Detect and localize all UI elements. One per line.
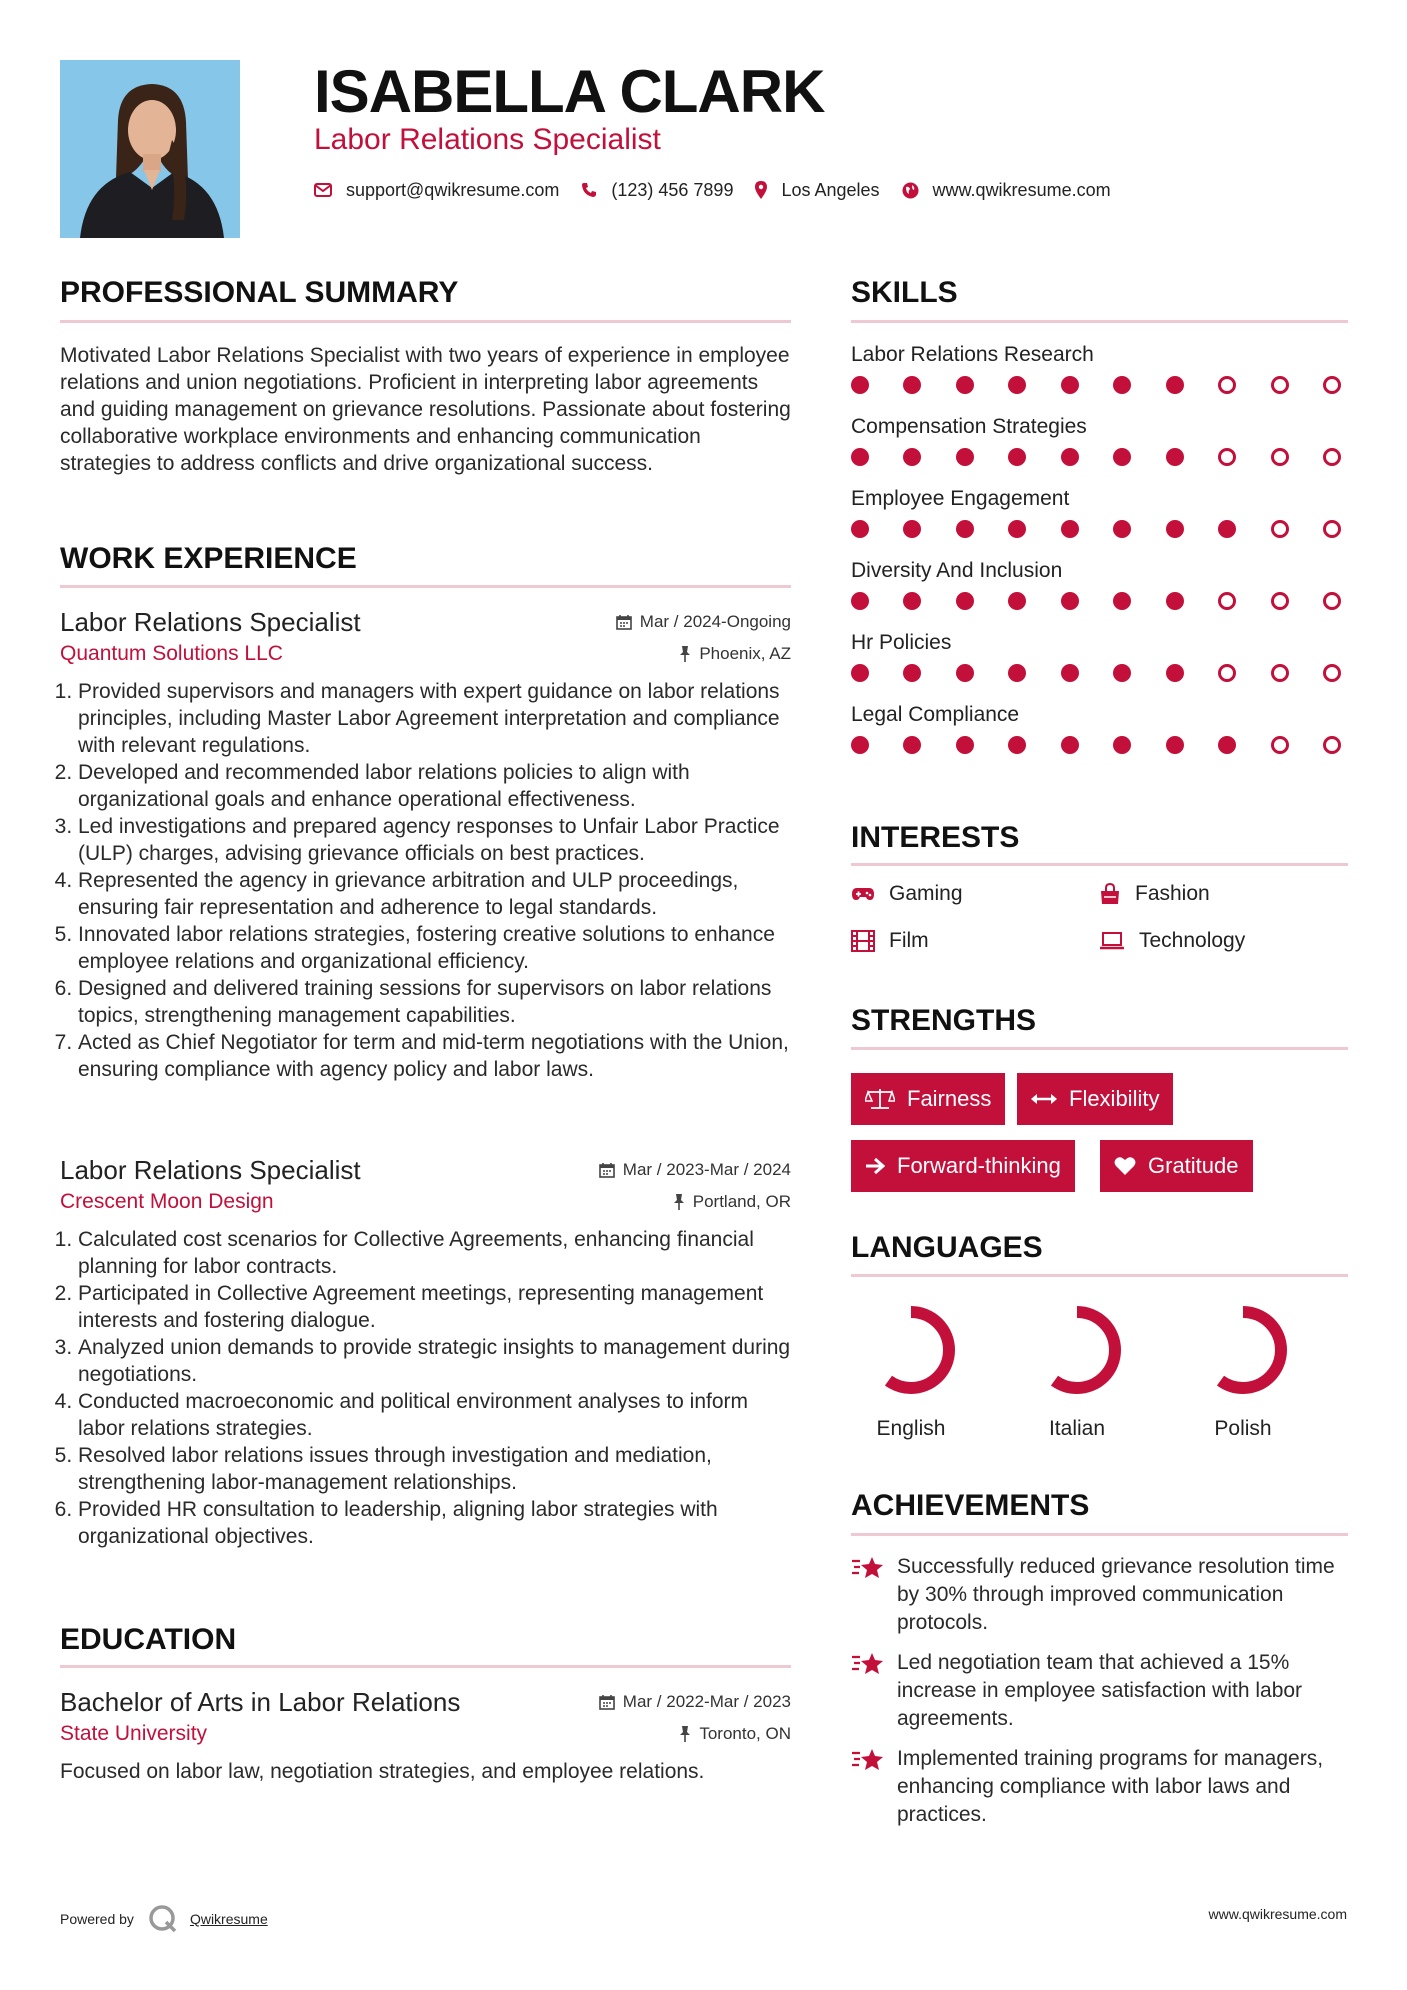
skill-item (851, 558, 1348, 610)
list-item: 2. Developed and recommended labor relations policies to align with organizational goals and enhance operational effectiveness. (78, 759, 791, 813)
pushpin-icon (679, 646, 691, 662)
language-item (1183, 1300, 1303, 1441)
language-name: Polish (1214, 1417, 1272, 1440)
rating-dot-filled (1008, 736, 1026, 754)
rating-dot-empty (1323, 664, 1341, 682)
job-title: Labor Relations Specialist (60, 607, 361, 637)
achievements-list (851, 1553, 1348, 1829)
laptop-icon (1099, 931, 1125, 951)
list-item (851, 1553, 1348, 1637)
rating-dot-filled (1113, 592, 1131, 610)
skill-name: Hr Policies (851, 631, 952, 654)
footer-url[interactable]: www.qwikresume.com (1208, 1906, 1347, 1922)
skill-item (851, 486, 1348, 538)
rating-dot-filled (851, 592, 869, 610)
skill-item (851, 630, 1348, 682)
skill-rating (851, 736, 1341, 754)
education-location-text: Toronto, ON (699, 1724, 791, 1743)
interest-item (851, 882, 963, 906)
skill-item (851, 414, 1348, 466)
education-heading: EDUCATION (60, 1623, 237, 1656)
rating-dot-empty (1218, 592, 1236, 610)
rating-dot-filled (1008, 592, 1026, 610)
list-item (851, 1745, 1348, 1829)
rating-dot-filled (1166, 520, 1184, 538)
contact-phone-text: (123) 456 7899 (611, 179, 734, 200)
list-item: 3. Analyzed union demands to provide strategic insights to management during negotiations. (78, 1334, 791, 1388)
rating-dot-filled (956, 664, 974, 682)
list-item: 6. Designed and delivered training sessions for supervisors on labor relations topics, strengthening management capabilities. (78, 975, 791, 1029)
pushpin-icon (673, 1194, 685, 1210)
rating-dot-filled (903, 448, 921, 466)
map-pin-icon (755, 181, 767, 199)
contact-bar (314, 178, 1133, 202)
qwikresume-logo-icon (148, 1904, 178, 1934)
contact-website[interactable] (902, 180, 1111, 201)
list-item: 6. Provided HR consultation to leadership, aligning labor strategies with organizational objectives. (78, 1496, 791, 1550)
rating-dot-filled (851, 736, 869, 754)
avatar (60, 60, 240, 238)
experience-divider (60, 585, 791, 588)
interest-label: Film (889, 929, 929, 952)
skill-name: Diversity And Inclusion (851, 559, 1063, 582)
summary-divider (60, 320, 791, 323)
rating-dot-filled (903, 736, 921, 754)
summary-heading: PROFESSIONAL SUMMARY (60, 276, 459, 309)
school-name: State University (60, 1722, 208, 1745)
rating-dot-empty (1323, 376, 1341, 394)
strength-badge (851, 1140, 1075, 1192)
calendar-icon (616, 614, 632, 630)
envelope-icon (314, 183, 332, 197)
contact-email[interactable] (314, 180, 559, 201)
rating-dot-filled (1061, 664, 1079, 682)
rating-dot-filled (1218, 520, 1236, 538)
globe-icon (902, 182, 919, 199)
rating-dot-filled (1166, 592, 1184, 610)
job-bullets (60, 678, 791, 1083)
rating-dot-filled (956, 376, 974, 394)
job-entry (60, 1154, 791, 1550)
interest-item (1099, 929, 1245, 953)
education-divider (60, 1665, 791, 1668)
rating-dot-filled (956, 736, 974, 754)
education-dates-text: Mar / 2022-Mar / 2023 (622, 1692, 791, 1711)
rating-dot-filled (903, 592, 921, 610)
rating-dot-filled (1061, 520, 1079, 538)
job-dates (616, 612, 791, 632)
rating-dot-filled (903, 376, 921, 394)
education-description: Focused on labor law, negotiation strategies, and employee relations. (60, 1760, 705, 1783)
rating-dot-empty (1218, 376, 1236, 394)
strength-badge (851, 1073, 1005, 1125)
rating-dot-filled (1113, 448, 1131, 466)
job-dates-text: Mar / 2024-Ongoing (639, 612, 791, 631)
skill-rating (851, 448, 1341, 466)
skill-name: Employee Engagement (851, 487, 1070, 510)
skill-rating (851, 376, 1341, 394)
contact-location-text: Los Angeles (781, 179, 880, 200)
strength-badge (1017, 1073, 1173, 1125)
shooting-star-icon (851, 1649, 885, 1677)
rating-dot-filled (1166, 448, 1184, 466)
language-gauge (1027, 1300, 1127, 1400)
strengths-divider (851, 1047, 1348, 1050)
rating-dot-empty (1271, 736, 1289, 754)
summary-text: Motivated Labor Relations Specialist with two years of experience in employee relations and union negotiations. Proficient in interpreting labor agreements and guiding management on grievance resolutions. Passionate about fostering collaborative workplace environments and enhancing communication strategies to address conflicts and drive organizational success. (60, 344, 791, 475)
strengths-heading: STRENGTHS (851, 1004, 1037, 1037)
list-item: 5. Resolved labor relations issues through investigation and mediation, strengthening labor-management relationships. (78, 1442, 791, 1496)
job-location-text: Phoenix, AZ (699, 644, 791, 663)
job-company: Quantum Solutions LLC (60, 642, 283, 665)
list-item: 1. Provided supervisors and managers with expert guidance on labor relations principles, including Master Labor Agreement interpretation and compliance with relevant regulations. (78, 678, 791, 759)
list-item: 3. Led investigations and prepared agency responses to Unfair Labor Practice (ULP) charges, advising grievance officials on best practices. (78, 813, 791, 867)
rating-dot-filled (1113, 376, 1131, 394)
interests-divider (851, 863, 1348, 866)
language-item (851, 1300, 971, 1441)
interests-heading: INTERESTS (851, 821, 1020, 854)
skills-list (851, 342, 1348, 774)
strength-label: Flexibility (1069, 1086, 1160, 1111)
phone-icon (581, 182, 597, 198)
rating-dot-filled (1113, 664, 1131, 682)
job-company: Crescent Moon Design (60, 1190, 274, 1213)
list-item: 4. Represented the agency in grievance arbitration and ULP proceedings, ensuring fair representation and adherence to legal standards. (78, 867, 791, 921)
language-name: Italian (1048, 1417, 1106, 1440)
shooting-star-icon (851, 1553, 885, 1581)
rating-dot-empty (1323, 520, 1341, 538)
rating-dot-filled (1166, 736, 1184, 754)
rating-dot-filled (1008, 664, 1026, 682)
education-location (679, 1724, 791, 1744)
brand-link[interactable]: Qwikresume (189, 1911, 268, 1927)
rating-dot-empty (1271, 448, 1289, 466)
arrows-horizontal-icon (1031, 1092, 1057, 1106)
job-bullets (60, 1226, 791, 1550)
languages-divider (851, 1274, 1348, 1277)
rating-dot-filled (1166, 664, 1184, 682)
language-name: English (876, 1417, 946, 1440)
interest-label: Fashion (1135, 882, 1210, 905)
achievement-text: Successfully reduced grievance resolution time by 30% through improved communication protocols. (897, 1555, 1335, 1634)
job-location-text: Portland, OR (692, 1192, 791, 1211)
experience-heading: WORK EXPERIENCE (60, 542, 357, 575)
list-item: 4. Conducted macroeconomic and political environment analyses to inform labor relations strategies. (78, 1388, 791, 1442)
languages-list (851, 1300, 1303, 1441)
strength-label: Forward-thinking (897, 1153, 1061, 1178)
interest-item (1099, 882, 1210, 906)
contact-location (755, 180, 879, 201)
skill-item (851, 342, 1348, 394)
list-item: 2. Participated in Collective Agreement meetings, representing management interests and fostering dialogue. (78, 1280, 791, 1334)
skills-divider (851, 320, 1348, 323)
rating-dot-filled (1218, 736, 1236, 754)
strength-label: Gratitude (1148, 1153, 1239, 1178)
language-gauge (1193, 1300, 1293, 1400)
skill-name: Labor Relations Research (851, 343, 1094, 366)
rating-dot-filled (903, 520, 921, 538)
language-gauge-arc (873, 1312, 949, 1388)
shooting-star-icon (851, 1745, 885, 1773)
rating-dot-filled (1113, 736, 1131, 754)
candidate-title: Labor Relations Specialist (314, 123, 661, 156)
languages-heading: LANGUAGES (851, 1231, 1043, 1264)
contact-email-text: support@qwikresume.com (346, 179, 560, 200)
pushpin-icon (679, 1726, 691, 1742)
job-dates (599, 1160, 791, 1180)
heart-icon (1114, 1156, 1136, 1176)
rating-dot-filled (956, 592, 974, 610)
powered-by-label: Powered by (60, 1911, 134, 1927)
rating-dot-empty (1323, 592, 1341, 610)
language-gauge-arc (1205, 1312, 1281, 1388)
strength-label: Fairness (907, 1086, 992, 1111)
rating-dot-empty (1271, 376, 1289, 394)
rating-dot-empty (1218, 664, 1236, 682)
education-dates (599, 1692, 791, 1712)
rating-dot-empty (1271, 664, 1289, 682)
language-gauge-arc (1039, 1312, 1115, 1388)
rating-dot-empty (1271, 592, 1289, 610)
achievements-heading: ACHIEVEMENTS (851, 1489, 1090, 1522)
job-location (679, 644, 791, 664)
rating-dot-filled (1061, 592, 1079, 610)
rating-dot-filled (851, 520, 869, 538)
strength-badge (1100, 1140, 1253, 1192)
rating-dot-filled (1008, 376, 1026, 394)
rating-dot-empty (1218, 448, 1236, 466)
contact-phone[interactable] (581, 180, 733, 201)
list-item (851, 1649, 1348, 1733)
rating-dot-filled (1113, 520, 1131, 538)
rating-dot-empty (1323, 736, 1341, 754)
calendar-icon (599, 1162, 615, 1178)
skill-rating (851, 520, 1341, 538)
achievements-divider (851, 1533, 1348, 1536)
interest-label: Technology (1139, 929, 1246, 952)
job-dates-text: Mar / 2023-Mar / 2024 (622, 1160, 791, 1179)
language-gauge (861, 1300, 961, 1400)
rating-dot-filled (956, 520, 974, 538)
rating-dot-filled (1008, 448, 1026, 466)
calendar-icon (599, 1694, 615, 1710)
rating-dot-filled (903, 664, 921, 682)
list-item: 5. Innovated labor relations strategies, fostering creative solutions to enhance employee relations and organizational efficiency. (78, 921, 791, 975)
rating-dot-filled (1061, 376, 1079, 394)
rating-dot-filled (851, 376, 869, 394)
rating-dot-empty (1271, 520, 1289, 538)
skill-name: Compensation Strategies (851, 415, 1087, 438)
list-item: 1. Calculated cost scenarios for Collective Agreements, enhancing financial planning for labor contracts. (78, 1226, 791, 1280)
list-item: 7. Acted as Chief Negotiator for term and mid-term negotiations with the Union, ensuring compliance with agency policy and labor laws. (78, 1029, 791, 1083)
achievement-text: Led negotiation team that achieved a 15% increase in employee satisfaction with labor agreements. (897, 1651, 1303, 1730)
skill-item (851, 702, 1348, 754)
rating-dot-filled (1061, 736, 1079, 754)
shopping-bag-icon (1099, 883, 1121, 905)
education-entry (60, 1686, 791, 1785)
candidate-name: ISABELLA CLARK (314, 58, 825, 125)
interest-label: Gaming (889, 882, 963, 905)
rating-dot-filled (851, 664, 869, 682)
rating-dot-filled (851, 448, 869, 466)
interest-item (851, 929, 929, 953)
rating-dot-filled (1008, 520, 1026, 538)
rating-dot-filled (956, 448, 974, 466)
scale-icon (865, 1088, 895, 1110)
skill-rating (851, 592, 1341, 610)
language-item (1017, 1300, 1137, 1441)
job-title: Labor Relations Specialist (60, 1155, 361, 1185)
skill-rating (851, 664, 1341, 682)
job-entry (60, 606, 791, 1083)
arrow-right-icon (865, 1157, 885, 1175)
rating-dot-filled (1061, 448, 1079, 466)
skill-name: Legal Compliance (851, 703, 1020, 726)
film-icon (851, 930, 875, 952)
job-location (673, 1192, 791, 1212)
contact-website-text: www.qwikresume.com (932, 179, 1111, 200)
rating-dot-filled (1166, 376, 1184, 394)
degree-title: Bachelor of Arts in Labor Relations (60, 1687, 461, 1717)
rating-dot-empty (1323, 448, 1341, 466)
footer-powered-by (60, 1904, 268, 1934)
skills-heading: SKILLS (851, 276, 958, 309)
achievement-text: Implemented training programs for managers, enhancing compliance with labor laws and practices. (897, 1747, 1324, 1826)
gamepad-icon (851, 886, 875, 902)
